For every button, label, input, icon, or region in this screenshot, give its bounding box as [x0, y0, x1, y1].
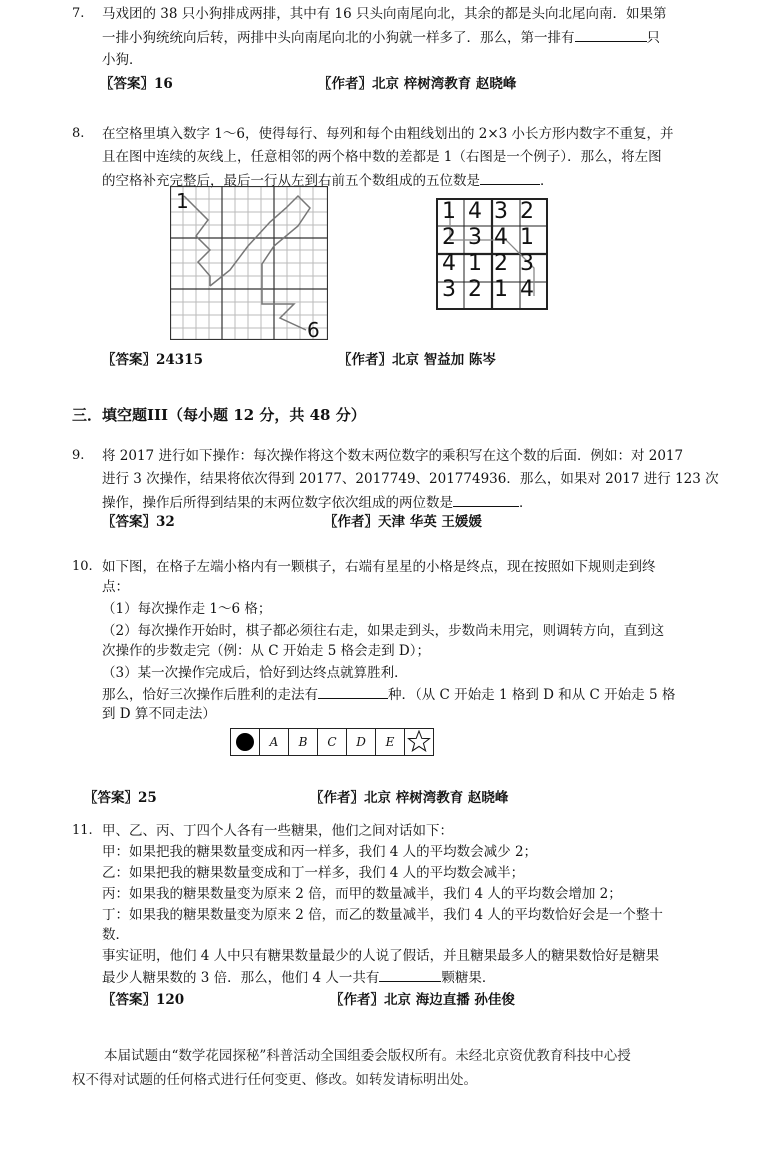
q11-statement-4: 丁：如果我的糖果数量变为原来 2 倍，而乙的数量减半，我们 4 人的平均数恰好会是一个整十 — [102, 907, 663, 923]
q7-author: 〖作者〗北京 梓树湾教育 赵晓峰 — [318, 76, 517, 92]
q7-line-3: 小狗． — [102, 52, 143, 68]
q8-answer-blank — [480, 170, 540, 185]
q10-line-4 — [102, 684, 675, 705]
board-cell-e: E — [376, 729, 405, 756]
q10-line-2: 点： — [102, 579, 129, 595]
q7-line-1: 马戏团的 38 只小狗排成两排，其中有 16 只头向南尾向北，其余的都是头向北尾向南．如果第 — [102, 6, 667, 22]
q7-number: 7. — [72, 6, 85, 21]
q8-grid-label-6: 6 — [307, 318, 320, 340]
q8-line-3-tail: ． — [540, 173, 554, 189]
q8-author: 〖作者〗北京 智益加 陈岑 — [338, 352, 496, 368]
q9-line-2: 进行 3 次操作，结果将依次得到 20177、2017749、201774936．那么，如果对 2017 进行 123 次 — [102, 471, 719, 487]
board-start-cell — [231, 729, 260, 756]
grid-cell: 2 — [468, 276, 482, 302]
q10-answer: 〖答案〗25 — [84, 790, 157, 806]
q7-answer-blank — [575, 27, 647, 42]
q11-line-6: 事实证明，他们 4 人中只有糖果数量最少的人说了假话，并且糖果最多人的糖果数恰好是糖果 — [102, 948, 660, 964]
grid-cell: 4 — [520, 276, 534, 302]
q11-line-7-text: 最少人糖果数的 3 倍．那么，他们 4 人一共有 — [102, 970, 380, 986]
q10-rule-3: （3）某一次操作完成后，恰好到达终点就算胜利． — [102, 665, 408, 681]
q10-rule-1: （1）每次操作走 1～6 格； — [102, 601, 272, 617]
q10-line-4-text: 那么，恰好三次操作后胜利的走法有 — [102, 687, 318, 703]
q10-line-5: 到 D 算不同走法） — [102, 706, 216, 722]
grid-cell: 4 — [494, 224, 508, 250]
grid-cell: 4 — [468, 198, 482, 224]
q10-board-strip — [230, 728, 434, 756]
q11-line-7 — [102, 967, 495, 988]
star-icon — [407, 730, 431, 752]
q10-line-1: 如下图，在格子左端小格内有一颗棋子，右端有星星的小格是终点，现在按照如下规则走到终 — [102, 559, 656, 575]
grid-cell: 4 — [442, 250, 456, 276]
q8-number: 8. — [72, 126, 85, 141]
q8-line-3-text: 的空格补充完整后，最后一行从左到右前五个数组成的五位数是 — [102, 173, 480, 189]
grid-cell: 3 — [468, 224, 482, 250]
grid-cell: 1 — [442, 198, 456, 224]
q7-answer: 〖答案〗16 — [100, 76, 173, 92]
grid-cell: 3 — [494, 198, 508, 224]
q11-author: 〖作者〗北京 海边直播 孙佳俊 — [330, 992, 515, 1008]
q9-answer-blank — [453, 492, 519, 507]
grid-cell: 3 — [442, 276, 456, 302]
q11-statement-1: 甲：如果把我的糖果数量变成和丙一样多，我们 4 人的平均数会减少 2； — [102, 844, 538, 860]
q9-author: 〖作者〗天津 华英 王媛媛 — [324, 514, 482, 530]
q9-line-1: 将 2017 进行如下操作：每次操作将这个数末两位数字的乘积写在这个数的后面．例如：对 2017 — [102, 448, 684, 464]
grid-cell: 3 — [520, 250, 534, 276]
grid-cell: 2 — [520, 198, 534, 224]
grid-cell: 2 — [442, 224, 456, 250]
q7-line-2-text: 一排小狗统统向后转，两排中头向南尾向北的小狗就一样多了．那么，第一排有 — [102, 30, 575, 46]
board-cell-b: B — [289, 729, 318, 756]
q11-answer: 〖答案〗120 — [102, 992, 185, 1008]
q11-statement-3: 丙：如果我的糖果数量变为原来 2 倍，而甲的数量减半，我们 4 人的平均数会增加 2； — [102, 886, 622, 902]
q7-line-2 — [102, 27, 660, 48]
grid-cell: 2 — [494, 250, 508, 276]
q10-rule-2b: 次操作的步数走完（例：从 C 开始走 5 格会走到 D）； — [102, 643, 430, 659]
grid-cell: 1 — [520, 224, 534, 250]
q8-line-1: 在空格里填入数字 1～6，使得每行、每列和每个由粗线划出的 2×3 小长方形内数字不重复，并 — [102, 126, 674, 142]
q11-line-1: 甲、乙、丙、丁四个人各有一些糖果，他们之间对话如下： — [102, 823, 453, 839]
chess-piece-icon — [236, 733, 254, 751]
q11-statement-2: 乙：如果把我的糖果数量变成和丁一样多，我们 4 人的平均数会减半； — [102, 865, 525, 881]
q8-left-grid — [170, 186, 328, 340]
q10-number: 10. — [72, 559, 93, 574]
q8-line-2: 且在图中连续的灰线上，任意相邻的两个格中数的差都是 1（右图是一个例子）．那么，将左图 — [102, 149, 662, 165]
q11-line-7-tail: 颗糖果． — [441, 970, 496, 986]
grid-cell: 1 — [494, 276, 508, 302]
board-cell-c: C — [318, 729, 347, 756]
q9-line-3-text: 操作，操作后所得到结果的末两位数字依次组成的两位数是 — [102, 495, 453, 511]
q9-line-3-tail: ． — [519, 495, 533, 511]
q8-grid-label-1: 1 — [176, 189, 189, 213]
q7-line-2-tail: 只 — [646, 30, 660, 46]
board-goal-cell — [405, 729, 434, 756]
copyright-line-1: 本届试题由“数学花园探秘”科普活动全国组委会版权所有。未经北京资优教育科技中心授 — [104, 1048, 631, 1064]
board-cell-a: A — [260, 729, 289, 756]
q10-line-4-tail: 种．（从 C 开始走 1 格到 D 和从 C 开始走 5 格 — [388, 687, 676, 703]
q10-rule-2: （2）每次操作开始时，棋子都必须往右走，如果走到头，步数尚未用完，则调转方向，直到这 — [102, 623, 665, 639]
q8-answer: 〖答案〗24315 — [102, 352, 203, 368]
q10-answer-blank — [318, 684, 388, 699]
q9-number: 9. — [72, 448, 85, 463]
copyright-line-2: 权不得对试题的任何格式进行任何变更、修改。如转发请标明出处。 — [72, 1072, 477, 1088]
q9-answer: 〖答案〗32 — [102, 514, 175, 530]
q10-author: 〖作者〗北京 梓树湾教育 赵晓峰 — [310, 790, 509, 806]
section-3-title: 三．填空题III（每小题 12 分，共 48 分） — [72, 406, 366, 424]
q11-answer-blank — [379, 967, 441, 982]
q8-right-grid-table — [436, 198, 540, 302]
q11-statement-4b: 数． — [102, 927, 129, 943]
q8-right-grid — [436, 198, 548, 310]
board-cell-d: D — [347, 729, 376, 756]
grid-cell: 1 — [468, 250, 482, 276]
q11-number: 11. — [72, 823, 93, 838]
